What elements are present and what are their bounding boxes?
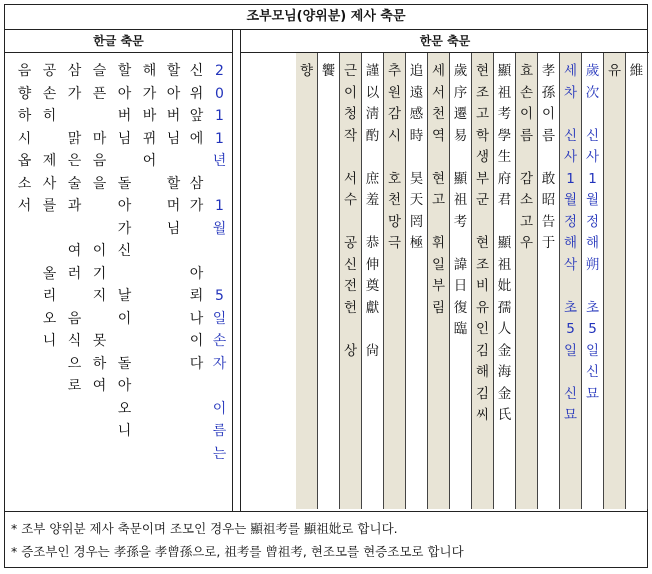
hanmun-column-text: 顯 祖 考 學 生 府 君 顯 祖 妣 孺 人 金 海 金 氏: [497, 63, 512, 423]
hanmun-column-text: 饗: [321, 63, 336, 79]
hanmun-column: [428, 53, 450, 509]
hangul-column: 슬 픈 마 음 을 이 기 지 못 하 여: [92, 63, 107, 394]
footnotes: [5, 511, 647, 569]
hanmun-column: [538, 53, 560, 509]
ritual-document: [4, 4, 648, 568]
hanmun-column-text: 추 원 감 시 호 천 망 극: [387, 63, 402, 251]
hangul-column: 해 가 바 뀌 어: [142, 63, 157, 169]
hangul-column: 신 위 앞 에 삼 가 아 뢰 나 이 다: [189, 63, 204, 372]
footnote-2: * 증조부인 경우는 孝孫을 孝曾孫으로, 祖考를 曾祖考, 현조모를 현증조모로 합니다: [11, 544, 464, 559]
hanmun-column-text: 維: [629, 63, 644, 79]
hanmun-column: [494, 53, 516, 509]
hanmun-column: [472, 53, 494, 509]
hanmun-column: [626, 53, 648, 509]
hanmun-column-text: 歲 次 신 사 1 월 정 해 朔 초 5 일 신 묘: [585, 63, 600, 402]
hangul-header: 한글 축문: [5, 30, 232, 53]
hangul-column: 삼 가 맑 은 술 과 여 러 음 식 으 로: [67, 63, 82, 394]
document-title: 조부모님(양위분) 제사 축문: [5, 5, 647, 30]
hangul-column: 공 손 히 제 사 를 올 리 오 니: [42, 63, 57, 349]
hanmun-column: [406, 53, 428, 509]
hanmun-column: [318, 53, 340, 509]
hanmun-column: [560, 53, 582, 509]
hanmun-column: [384, 53, 406, 509]
hanmun-column-text: 追 遠 感 時 昊 天 罔 極: [409, 63, 424, 251]
hanmun-column-text: 효 손 이 름 감 소 고 우: [519, 63, 534, 251]
hanmun-column: [516, 53, 538, 509]
hanmun-column-text: 근 이 청 작 서 수 공 신 전 헌 상: [343, 63, 358, 359]
hanmun-column: [582, 53, 604, 509]
hanmun-column-text: 유: [607, 63, 622, 79]
hangul-column: 2 0 1 1 년 1 월 5 일 손 자 이 름 는: [212, 63, 227, 462]
hangul-column: 할 아 버 님 할 머 님: [166, 63, 181, 237]
hanmun-column: [604, 53, 626, 509]
hanmun-panel: [240, 30, 649, 511]
hanmun-column-text: 향: [299, 63, 314, 79]
hanmun-column: [296, 53, 318, 509]
hanmun-column-text: 세 차 신 사 1 월 정 해 삭 초 5 일 신 묘: [563, 63, 578, 423]
hanmun-column-text: 세 서 천 역 현 고 휘 일 부 림: [431, 63, 446, 316]
hangul-column: 할 아 버 님 돌 아 가 신 날 이 돌 아 오 니: [117, 63, 132, 439]
hanmun-column-text: 歲 序 遷 易 顯 祖 考 諱 日 復 臨: [453, 63, 468, 337]
hanmun-column-text: 謹 以 淸 酌 庶 羞 恭 伸 奠 獻 尙: [365, 63, 380, 359]
hanmun-column: [340, 53, 362, 509]
hanmun-header: 한문 축문: [241, 30, 649, 53]
hangul-column: 음 향 하 시 옵 소 서: [17, 63, 32, 214]
footnote-1: * 조부 양위분 제사 축문이며 조모인 경우는 顯祖考를 顯祖妣로 합니다.: [11, 521, 398, 536]
hanmun-column: [450, 53, 472, 509]
hanmun-column-text: 현 조 고 학 생 부 군 현 조 비 유 인 김 해 김 씨: [475, 63, 490, 423]
hanmun-column: [362, 53, 384, 509]
hanmun-column-text: 孝 孫 이 름 敢 昭 告 于: [541, 63, 556, 251]
hangul-panel: [5, 30, 233, 511]
